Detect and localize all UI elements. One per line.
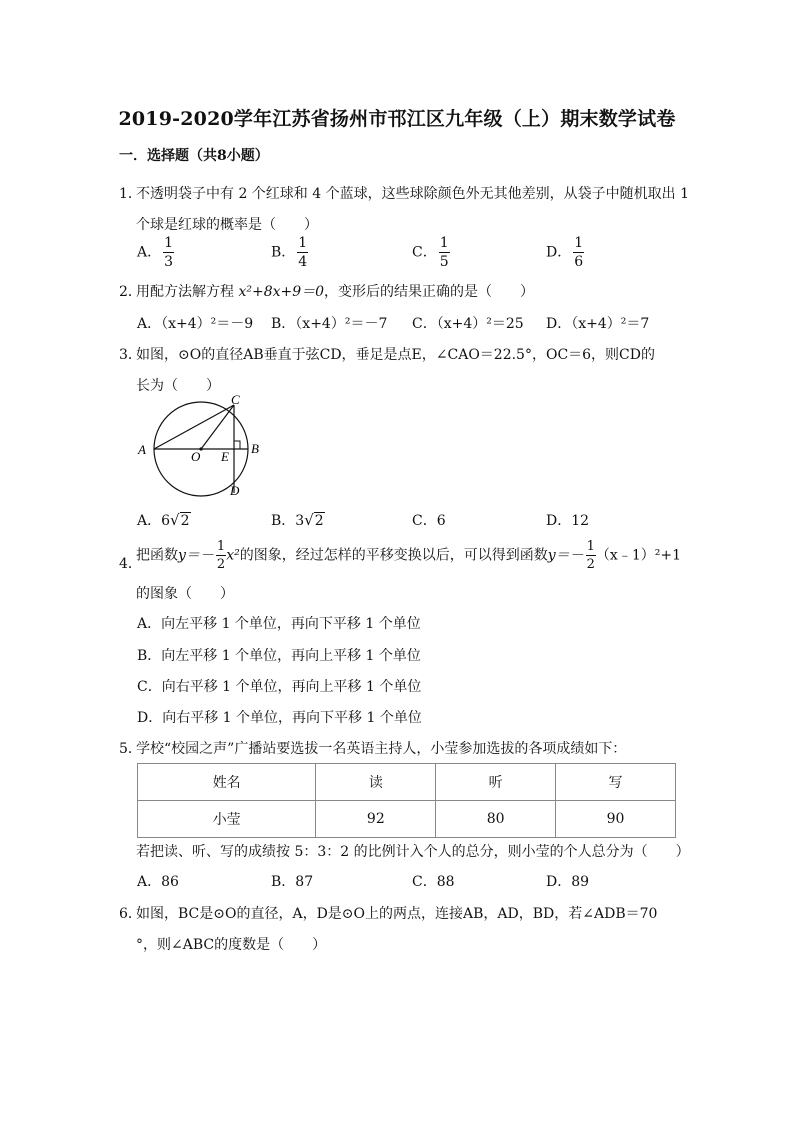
q1-option-a: A． $\frac{1}{3}$ — [137, 235, 174, 270]
q5-text-line2: 若把读、听、写的成绩按 5：3：2 的比例计入个人的总分，则小莹的个人总分为（ ） — [136, 844, 690, 860]
q2-option-c: C．（x+4）²＝25 — [412, 316, 524, 332]
q5-option-b: B．87 — [271, 874, 314, 890]
table-header-cell: 写 — [556, 764, 676, 801]
table-cell: 80 — [436, 801, 556, 838]
label-b: B — [251, 441, 259, 456]
q4-text-line1: 把函数y＝－ $\frac{1}{2}$ x²的图象，经过怎样的平移变换以后，可以得到函数y＝－ $\frac{1}{2}$ （x﹣1）²+1 — [136, 539, 681, 572]
q1-option-c: C． $\frac{1}{5}$ — [412, 235, 449, 270]
q4-number: 4． — [119, 556, 142, 572]
q3-option-c: C．6 — [412, 513, 446, 529]
q5-option-a: A．86 — [137, 874, 179, 890]
q3-number: 3． — [119, 347, 142, 363]
q3-text-line2: 长为（ ） — [136, 378, 220, 394]
q2-text: 用配方法解方程 x²+8x+9＝0，变形后的结果正确的是（ ） — [136, 284, 535, 300]
label-c: C — [231, 392, 240, 407]
right-angle-mark — [234, 441, 240, 449]
q1-text-line1: 不透明袋子中有 2 个红球和 4 个蓝球，这些球除颜色外无其他差别，从袋子中随机取出 1 — [136, 186, 689, 202]
label-o: O — [191, 449, 201, 464]
q3-option-b: B．3√2 — [271, 511, 324, 529]
table-header-cell: 听 — [436, 764, 556, 801]
q5-number: 5． — [119, 741, 142, 757]
q3-option-d: D．12 — [546, 513, 590, 529]
q4-option-a: A．向左平移 1 个单位，再向下平移 1 个单位 — [137, 616, 421, 632]
q5-option-c: C．88 — [412, 874, 455, 890]
table-row — [138, 801, 676, 838]
section-heading: 一．选择题（共8小题） — [119, 148, 269, 164]
table-cell: 小莹 — [138, 801, 316, 838]
q5-score-table — [137, 763, 676, 838]
table-cell: 90 — [556, 801, 676, 838]
q2-equation: x²+8x+9＝0 — [238, 284, 325, 300]
q1-option-d: D． $\frac{1}{6}$ — [546, 235, 584, 270]
q1-number: 1． — [119, 186, 142, 202]
q3-circle-figure — [134, 392, 268, 504]
q4-option-b: B．向左平移 1 个单位，再向上平移 1 个单位 — [137, 648, 421, 664]
q6-number: 6． — [119, 906, 142, 922]
table-header-row — [138, 764, 676, 801]
table-cell: 92 — [316, 801, 436, 838]
q2-number: 2． — [119, 284, 142, 300]
label-e: E — [221, 449, 229, 464]
page-title: 2019-2020学年江苏省扬州市邗江区九年级（上）期末数学试卷 — [118, 108, 676, 130]
q2-option-d: D．（x+4）²＝7 — [546, 316, 650, 332]
label-d: D — [230, 483, 240, 498]
q4-option-c: C．向右平移 1 个单位，再向上平移 1 个单位 — [137, 679, 422, 695]
q2-option-b: B．（x+4）²＝－7 — [271, 316, 388, 332]
q6-text-line1: 如图，BC是⊙O的直径，A，D是⊙O上的两点，连接AB，AD，BD，若∠ADB＝70 — [136, 906, 658, 922]
q1-text-line2: 个球是红球的概率是（ ） — [136, 217, 318, 233]
q1-option-b: B． $\frac{1}{4}$ — [271, 235, 308, 270]
q6-text-line2: °，则∠ABC的度数是（ ） — [136, 937, 327, 953]
q4-option-d: D．向右平移 1 个单位，再向下平移 1 个单位 — [137, 710, 422, 726]
q5-text-line1: 学校“校园之声”广播站要选拔一名英语主持人，小莹参加选拔的各项成绩如下： — [136, 741, 627, 757]
q3-text-line1: 如图，⊙O的直径AB垂直于弦CD，垂足是点E，∠CAO＝22.5°，OC＝6，则CD的 — [136, 347, 655, 363]
q4-text-line2: 的图象（ ） — [136, 586, 234, 602]
q5-option-d: D．89 — [546, 874, 590, 890]
q2-option-a: A．（x+4）²＝－9 — [137, 316, 254, 332]
segment-oc — [201, 405, 234, 449]
table-header-cell: 姓名 — [138, 764, 316, 801]
segment-ac — [154, 405, 234, 449]
q3-option-a: A．6√2 — [137, 511, 190, 529]
label-a: A — [138, 442, 146, 457]
table-header-cell: 读 — [316, 764, 436, 801]
